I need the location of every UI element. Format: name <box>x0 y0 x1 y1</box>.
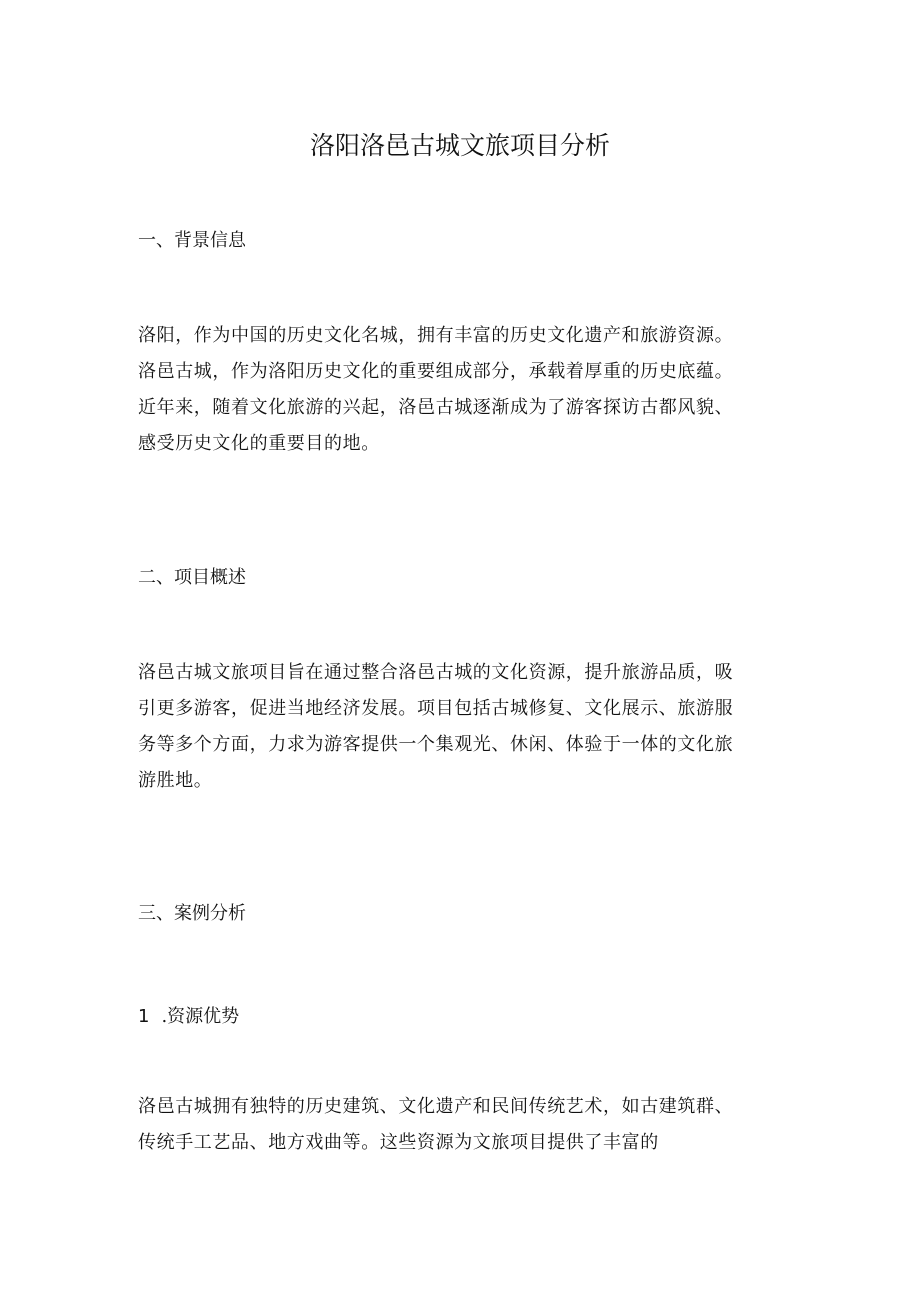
paragraph-line: 务等多个方面，力求为游客提供一个集观光、休闲、体验于一体的文化旅 <box>138 734 734 755</box>
subsection-number: 1 <box>138 1006 150 1027</box>
paragraph-line: 游胜地。 <box>138 770 213 791</box>
paragraph-line: 近年来，随着文化旅游的兴起，洛邑古城逐渐成为了游客探访古都风貌、 <box>138 397 734 418</box>
subsection-paragraph-resource-advantage <box>138 1089 788 1161</box>
paragraph-line: 洛邑古城，作为洛阳历史文化的重要组成部分，承载着厚重的历史底蕴。 <box>138 361 734 382</box>
section-heading-case-analysis: 三、案例分析 <box>138 903 246 924</box>
paragraph-line: 感受历史文化的重要目的地。 <box>138 433 380 454</box>
subsection-heading-resource-advantage <box>138 1002 239 1032</box>
paragraph-line: 洛阳，作为中国的历史文化名城，拥有丰富的历史文化遗产和旅游资源。 <box>138 325 734 346</box>
section-heading-overview: 二、项目概述 <box>138 567 246 588</box>
paragraph-line: 引更多游客，促进当地经济发展。项目包括古城修复、文化展示、旅游服 <box>138 698 734 719</box>
document-title: 洛阳洛邑古城文旅项目分析 <box>309 131 610 160</box>
section-paragraph-background <box>138 318 788 462</box>
subsection-label: .资源优势 <box>161 1006 240 1027</box>
section-paragraph-overview <box>138 655 788 799</box>
paragraph-line: 洛邑古城拥有独特的历史建筑、文化遗产和民间传统艺术，如古建筑群、 <box>138 1096 734 1117</box>
paragraph-line: 洛邑古城文旅项目旨在通过整合洛邑古城的文化资源，提升旅游品质，吸 <box>138 662 734 683</box>
paragraph-line: 传统手工艺品、地方戏曲等。这些资源为文旅项目提供了丰富的 <box>138 1132 659 1153</box>
section-heading-background: 一、背景信息 <box>138 230 246 251</box>
